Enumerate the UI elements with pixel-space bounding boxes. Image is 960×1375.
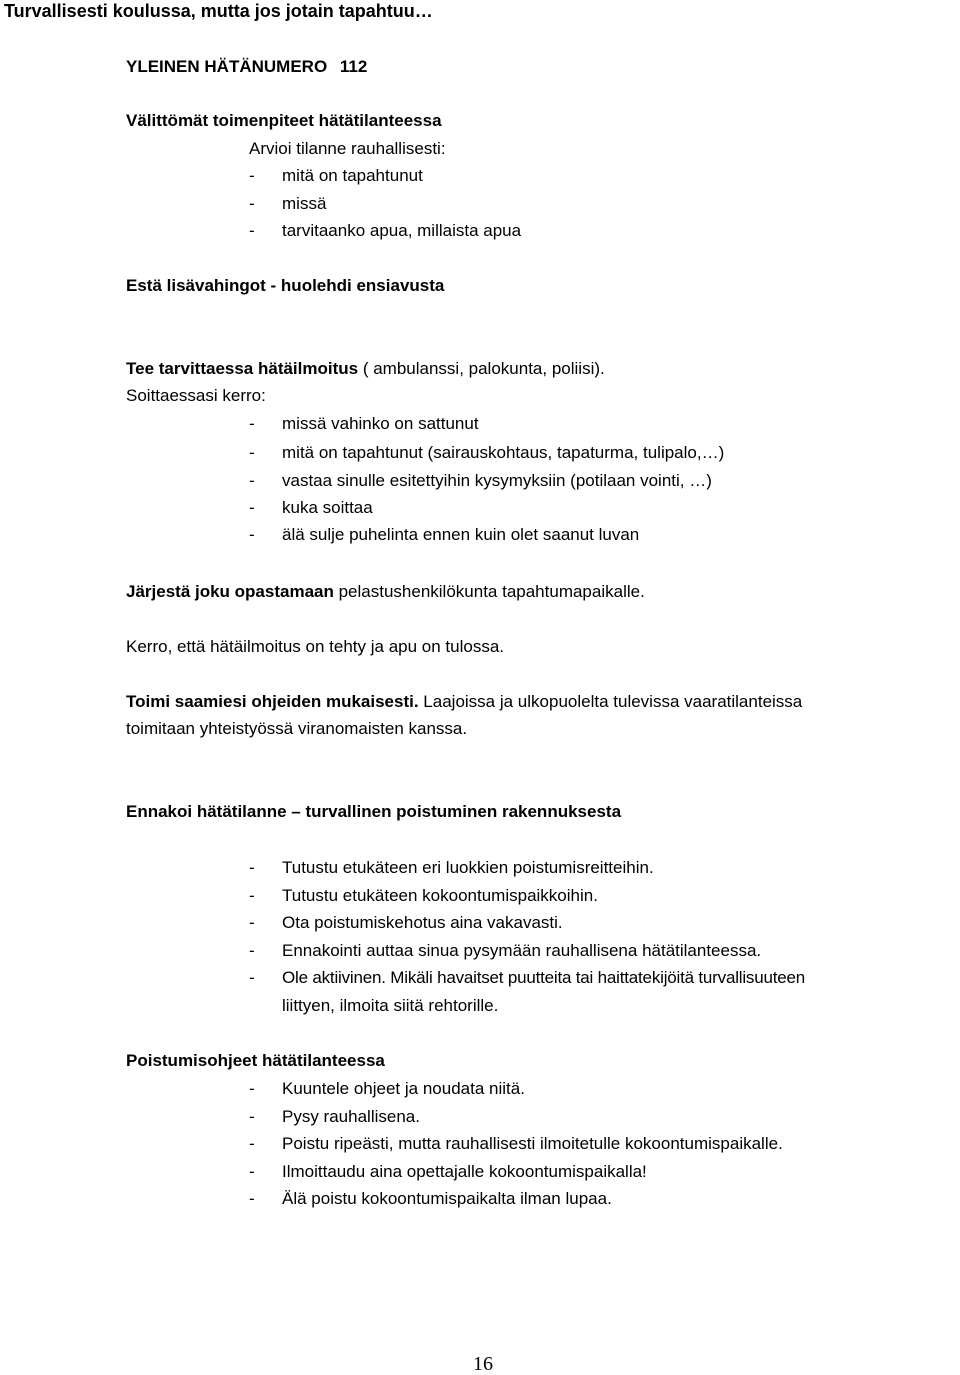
list-item-text: Tutustu etukäteen eri luokkien poistumisreitteihin.: [282, 858, 654, 877]
dash-bullet: -: [249, 913, 255, 932]
list-item-text: älä sulje puhelinta ennen kuin olet saanut luvan: [282, 525, 640, 544]
guide-rest: pelastushenkilökunta tapahtumapaikalle.: [333, 582, 645, 601]
dash-bullet: -: [249, 471, 255, 490]
list-item-text: vastaa sinulle esitettyihin kysymyksiin (potilaan vointi, …): [282, 471, 712, 490]
list-item-text: mitä on tapahtunut: [282, 166, 423, 185]
instructions-bold: Toimi saamiesi ohjeiden mukaisesti.: [126, 692, 419, 711]
instructions-paragraph: [126, 692, 802, 712]
emergency-call-heading-rest: ( ambulanssi, palokunta, poliisi).: [358, 359, 605, 378]
guide-paragraph: [126, 582, 645, 602]
dash-bullet: -: [249, 166, 255, 185]
dash-bullet: -: [249, 414, 255, 433]
emergency-number: [126, 57, 367, 77]
list-item-text: Ilmoittaudu aina opettajalle kokoontumispaikalla!: [282, 1162, 647, 1181]
instructions-line2: toimitaan yhteistyössä viranomaisten kanssa.: [126, 719, 468, 738]
dash-bullet: -: [249, 498, 255, 517]
list-item-text: Ole aktiivinen. Mikäli havaitset puutteita tai haittatekijöitä turvallisuuteen: [282, 968, 806, 987]
guide-bold: Järjestä joku opastamaan: [126, 582, 334, 601]
dash-bullet: -: [249, 1134, 255, 1153]
dash-bullet: -: [249, 443, 255, 462]
list-item-continuation: liittyen, ilmoita siitä rehtorille.: [282, 996, 499, 1015]
list-item-text: missä vahinko on sattunut: [282, 414, 479, 433]
immediate-actions-intro: Arvioi tilanne rauhallisesti:: [249, 139, 446, 158]
emergency-number-value: 112: [339, 57, 368, 76]
dash-bullet: -: [249, 1162, 255, 1181]
dash-bullet: -: [249, 941, 255, 960]
page-number: 16: [473, 1353, 493, 1375]
dash-bullet: -: [249, 886, 255, 905]
list-item-text: kuka soittaa: [282, 498, 373, 517]
emergency-call-heading: [126, 359, 605, 379]
list-item-text: missä: [282, 194, 327, 213]
list-item-text: Älä poistu kokoontumispaikalta ilman lupaa.: [282, 1189, 612, 1208]
dash-bullet: -: [249, 194, 255, 213]
dash-bullet: -: [249, 968, 255, 987]
list-item-text: mitä on tapahtunut (sairauskohtaus, tapaturma, tulipalo,…): [282, 443, 725, 462]
list-item-text: tarvitaanko apua, millaista apua: [282, 221, 522, 240]
dash-bullet: -: [249, 1107, 255, 1126]
dash-bullet: -: [249, 221, 255, 240]
list-item-text: Pysy rauhallisena.: [282, 1107, 420, 1126]
list-item-text: Tutustu etukäteen kokoontumispaikkoihin.: [282, 886, 598, 905]
emergency-number-label: YLEINEN HÄTÄNUMERO: [126, 57, 328, 76]
dash-bullet: -: [249, 1079, 255, 1098]
emergency-call-heading-bold: Tee tarvittaessa hätäilmoitus: [126, 359, 359, 378]
page-title: Turvallisesti koulussa, mutta jos jotain tapahtuu…: [4, 1, 433, 21]
list-item-text: Ota poistumiskehotus aina vakavasti.: [282, 913, 563, 932]
instructions-rest: Laajoissa ja ulkopuolelta tulevissa vaaratilanteissa: [418, 692, 803, 711]
list-item-text: Kuuntele ohjeet ja noudata niitä.: [282, 1079, 525, 1098]
evacuation-heading: Poistumisohjeet hätätilanteessa: [126, 1051, 385, 1070]
dash-bullet: -: [249, 1189, 255, 1208]
immediate-actions-heading: Välittömät toimenpiteet hätätilanteessa: [126, 111, 442, 130]
anticipate-heading: Ennakoi hätätilanne – turvallinen poistuminen rakennuksesta: [126, 802, 622, 821]
list-item-text: Ennakointi auttaa sinua pysymään rauhallisena hätätilanteessa.: [282, 941, 762, 960]
dash-bullet: -: [249, 525, 255, 544]
prevent-damage-heading: Estä lisävahingot - huolehdi ensiavusta: [126, 276, 445, 295]
emergency-call-intro: Soittaessasi kerro:: [126, 386, 266, 405]
tell-paragraph: Kerro, että hätäilmoitus on tehty ja apu on tulossa.: [126, 637, 505, 656]
dash-bullet: -: [249, 858, 255, 877]
list-item-text: Poistu ripeästi, mutta rauhallisesti ilmoitetulle kokoontumispaikalle.: [282, 1134, 783, 1153]
